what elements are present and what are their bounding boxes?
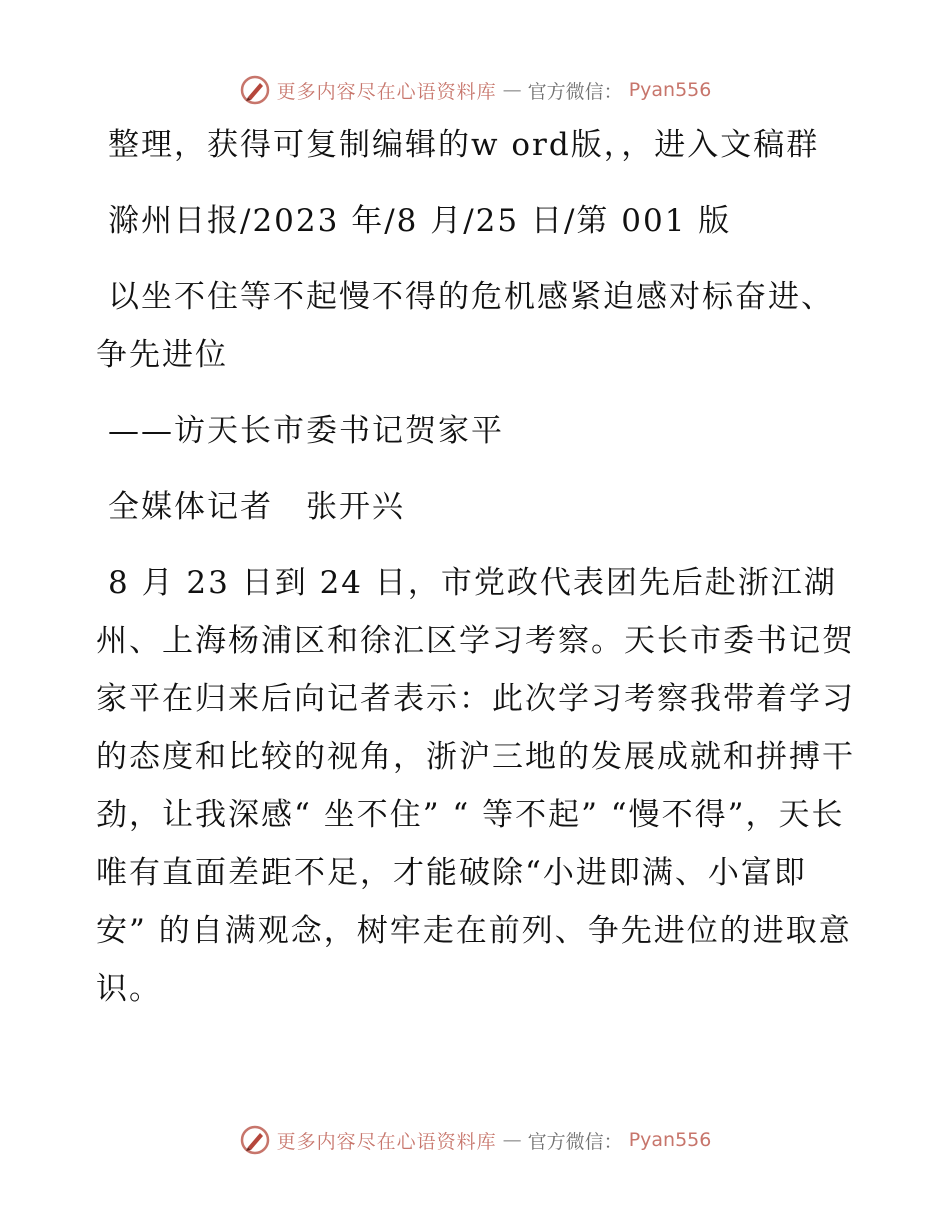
banner-wechat-id: Pyan556: [628, 1129, 712, 1151]
body-paragraph: 8 月 23 日到 24 日，市党政代表团先后赴浙江湖州、上海杨浦区和徐汇区学习考察。天长市委书记贺家平在归来后向记者表示：此次学习考察我带着学习的态度和比较的视角，浙沪三地的发展成就和拼搏干劲，让我深感“ 坐不住” “ 等不起” “慢不得”，天长唯有直面差距不足，才能破除“小进即满、小富即安” 的自满观念，树牢走在前列、争先进位的进取意识。: [96, 565, 855, 1007]
source-line: 滁州日报/2023 年/8 月/25 日/第 001 版: [108, 203, 732, 239]
intro-paragraph: 整理，获得可复制编辑的w ord版，，进入文稿群: [108, 127, 820, 163]
banner-wechat-id: Pyan556: [628, 79, 712, 101]
article-subtitle: ——访天长市委书记贺家平: [108, 413, 504, 449]
footer-watermark-banner: [0, 1120, 950, 1160]
pen-logo-icon: [239, 74, 271, 106]
banner-separator: —: [502, 1129, 522, 1151]
banner-wechat-label: 官方微信：: [527, 1130, 623, 1153]
header-watermark-banner: [0, 70, 950, 110]
article-title: 以坐不住等不起慢不得的危机感紧迫感对标奋进、争先进位: [96, 279, 834, 373]
pen-logo-icon: [239, 1124, 271, 1156]
banner-slogan: 更多内容尽在心语资料库: [276, 1130, 497, 1153]
banner-slogan: 更多内容尽在心语资料库: [276, 80, 497, 103]
article-byline: 全媒体记者 张开兴: [108, 489, 405, 525]
banner-separator: —: [502, 79, 522, 101]
document-body: [96, 116, 856, 1036]
banner-wechat-label: 官方微信：: [527, 80, 623, 103]
